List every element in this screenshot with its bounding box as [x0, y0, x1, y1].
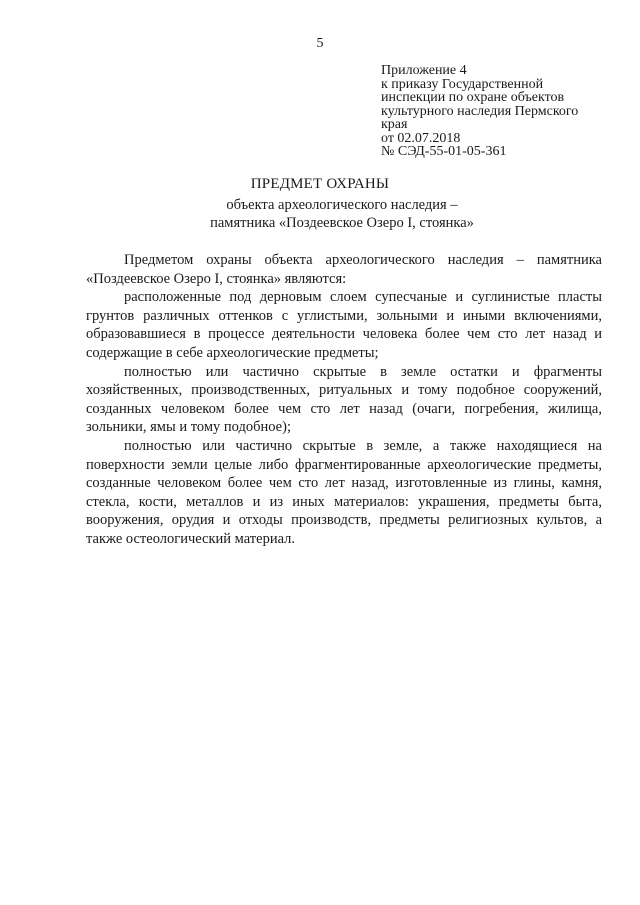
document-title: ПРЕДМЕТ ОХРАНЫ [250, 176, 390, 192]
document-body [86, 251, 602, 549]
appendix-line: Приложение 4 [381, 63, 467, 78]
appendix-line: от 02.07.2018 [381, 130, 461, 146]
appendix-line: инспекции по охране объектов [381, 90, 565, 105]
document-subtitle-line-1: объекта археологического наследия – [226, 197, 458, 213]
body-paragraph: Предметом охраны объекта археологического наследия – памятника «Поздеевское Озеро I, стоянка» являются: [86, 252, 602, 287]
page-number: 5 [316, 36, 324, 51]
document-subtitle-line-2: памятника «Поздеевское Озеро I, стоянка» [210, 215, 474, 231]
body-paragraph: расположенные под дерновым слоем супесчаные и суглинистые пласты грунтов различных оттенков с углистыми, зольными и иными включениями, образовавшиеся в процессе деятельности человека более чем сто лет назад и содержащие в себе археологические предметы; [86, 289, 602, 361]
appendix-line: к приказу Государственной [381, 76, 544, 92]
appendix-block [381, 64, 621, 159]
body-paragraph: полностью или частично скрытые в земле, а также находящиеся на поверхности земли целые либо фрагментированные археологические предметы, созданные человеком более чем сто лет назад, изготовленные из глины, камня, стекла, кости, металлов и из иных материалов: украшения, предметы быта, вооружения, орудия и отходы производств, предметы религиозных культов, а также остеологический материал. [86, 437, 602, 547]
appendix-line: № СЭД-55-01-05-361 [381, 144, 507, 159]
appendix-line: культурного наследия Пермского [381, 103, 579, 119]
body-paragraph: полностью или частично скрытые в земле остатки и фрагменты хозяйственных, производственных, ритуальных и тому подобное сооружений, созданных человеком более чем сто лет назад (очаги, погребения, жилища, зольники, ямы и тому подобное); [86, 363, 602, 436]
appendix-line: края [381, 117, 408, 132]
